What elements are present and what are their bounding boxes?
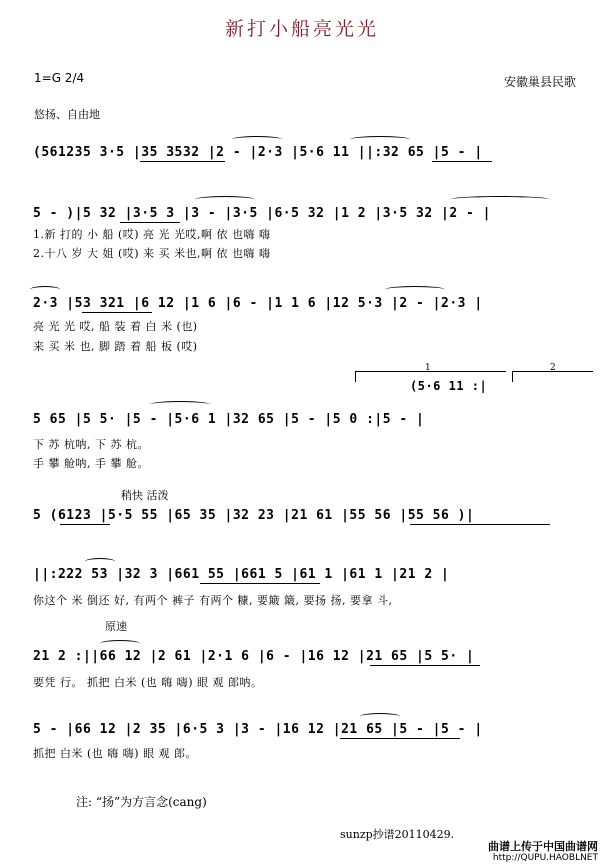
beam-underline [120, 222, 180, 223]
footnote: 注: “扬”为方言念(cang) [76, 795, 207, 809]
score-line-3: 2·3 |53 321 |6 12 |1 6 |6 - |1 1 6 |12 5·3 |2 - |2·3 | [33, 296, 483, 311]
beam-underline [340, 738, 460, 739]
slur [232, 136, 282, 143]
score-line-6: ||:222 53 |32 3 |661 55 |661 5 |61 1 |61 1 |21 2 | [33, 567, 450, 582]
watermark-url: http://QUPU.HAOBLNET [492, 853, 598, 863]
lyrics-line-3b: 来 买 米 也, 脚 踏 着 船 板 (哎) [33, 340, 198, 353]
beam-underline [432, 161, 492, 162]
lyrics-line-4a: 下 苏 杭呐, 下 苏 杭。 [33, 438, 149, 451]
song-origin: 安徽巢县民歌 [503, 75, 576, 89]
score-line-1: (561235 3·5 |35 3532 |2 - |2·3 |5·6 11 ||:32 65 |5 - | [33, 145, 483, 160]
slur [385, 286, 445, 293]
volta-phrase: (5·6 11 :| [410, 379, 488, 393]
score-line-7: 21 2 :||66 12 |2 61 |2·1 6 |6 - |16 12 |21 65 |5 5· | [33, 649, 475, 664]
tempo-mark-3: 原速 [105, 620, 127, 633]
lyrics-line-7: 要凭 行。 抓把 白米 (也 嗨 嗨) 眼 观 郎呐。 [33, 676, 263, 689]
slur [30, 286, 60, 293]
beam-underline [140, 161, 225, 162]
volta-number-2: 2 [550, 363, 556, 373]
lyrics-line-8: 抓把 白米 (也 嗨 嗨) 眼 观 郎。 [33, 747, 198, 760]
slur [85, 558, 115, 565]
slur [150, 401, 210, 408]
tempo-mark-2: 稍快 活泼 [121, 489, 169, 502]
key-signature: 1=G 2/4 [34, 71, 85, 85]
beam-underline [60, 524, 110, 525]
watermark-text: 曲谱上传于中国曲谱网 [488, 840, 598, 853]
score-line-8: 5 - |66 12 |2 35 |6·5 3 |3 - |16 12 |21 65 |5 - |5 - | [33, 722, 483, 737]
slur [350, 136, 410, 143]
transcriber-credit: sunzp抄谱20110429. [340, 828, 455, 841]
slur [450, 196, 550, 203]
song-title: 新打小船亮光光 [224, 18, 379, 40]
volta-number-1: 1 [425, 363, 431, 373]
beam-underline [82, 312, 152, 313]
lyrics-verse-1: 1.新 打的 小 船 (哎) 亮 光 光哎,啊 依 也嗨 嗨 [33, 228, 271, 241]
slur [195, 196, 255, 203]
slur [360, 713, 400, 720]
tempo-mark-1: 悠扬、自由地 [34, 108, 100, 121]
score-line-5: 5 (6123 |5·5 55 |65 35 |32 23 |21 61 |55 56 |55 56 )| [33, 508, 475, 523]
beam-underline [200, 583, 320, 584]
lyrics-verse-2: 2.十八 岁 大 姐 (哎) 来 买 米也,啊 依 也嗨 嗨 [33, 247, 271, 260]
slur [100, 640, 140, 647]
beam-underline [410, 524, 550, 525]
score-line-2: 5 - )|5 32 |3·5 3 |3 - |3·5 |6·5 32 |1 2 |3·5 32 |2 - | [33, 206, 491, 221]
lyrics-line-4b: 手 攀 舱呐, 手 攀 舱。 [33, 457, 149, 470]
lyrics-line-6: 你这个 米 倒还 好, 有两个 裤子 有两个 糠, 要簸 簸, 要扬 扬, 要拿 斗, [33, 594, 393, 607]
lyrics-line-3a: 亮 光 光 哎, 船 装 着 白 米 (也) [33, 320, 198, 333]
beam-underline [370, 665, 480, 666]
score-line-4: 5 65 |5 5· |5 - |5·6 1 |32 65 |5 - |5 0 :|5 - | [33, 412, 425, 427]
